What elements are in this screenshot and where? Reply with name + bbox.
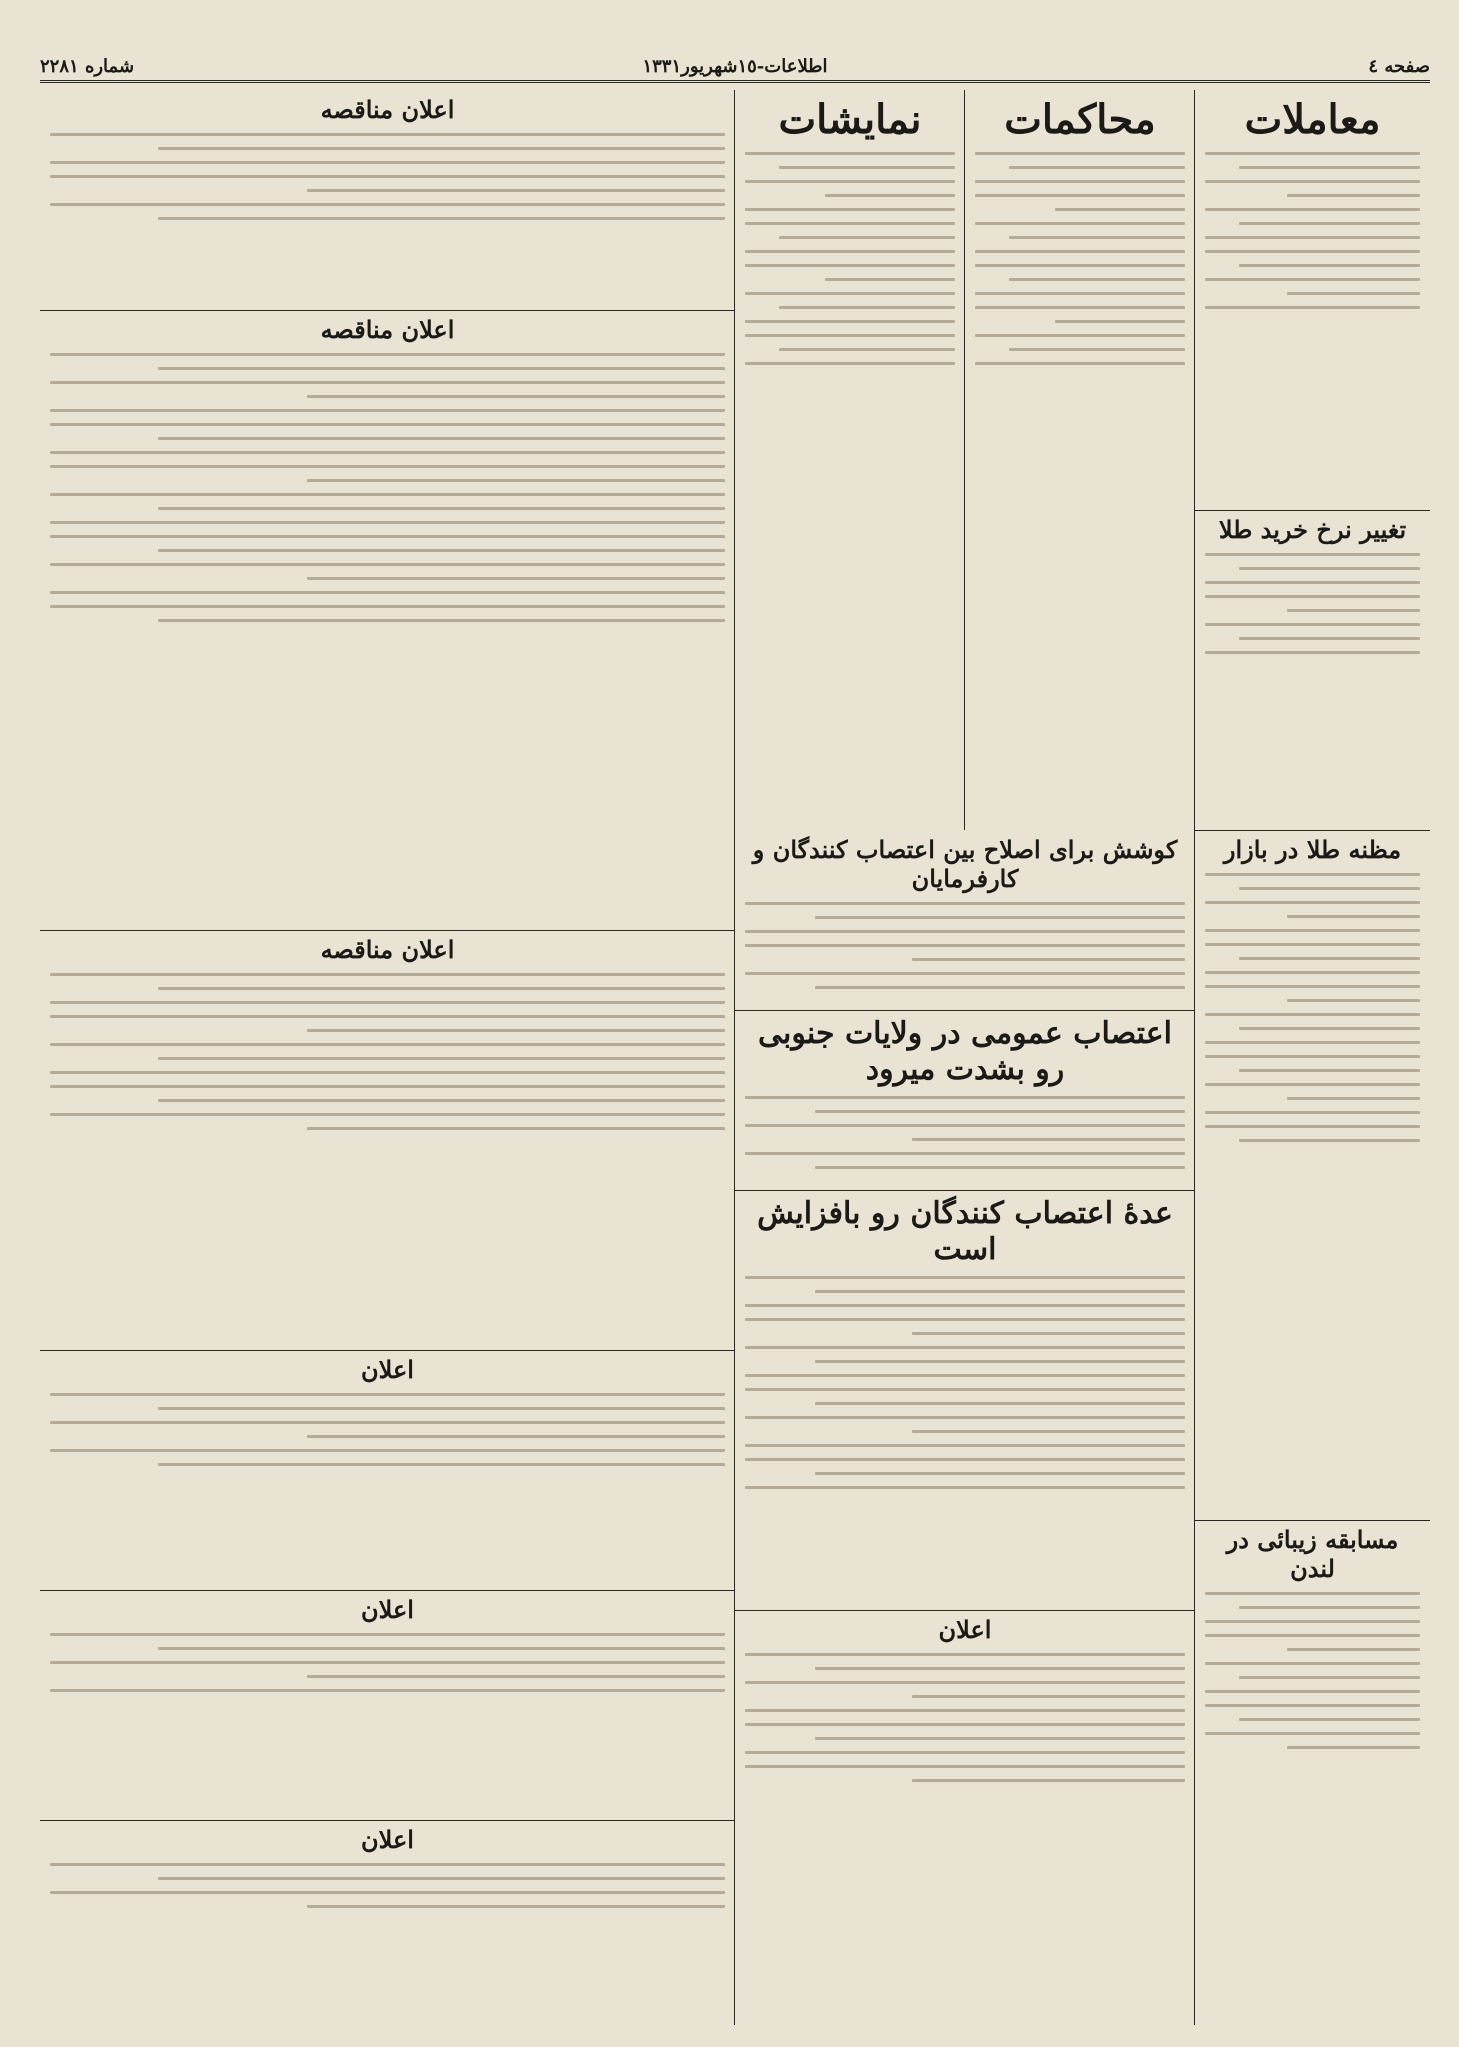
section-strike-1 <box>735 830 1195 1011</box>
section-headline: اعلان مناقصه <box>320 935 455 964</box>
column-1 <box>1194 90 1430 2025</box>
section-tender-3 <box>40 930 735 1351</box>
section-headline: اعلان مناقصه <box>320 95 455 124</box>
placeholder-lines <box>745 1276 1185 1489</box>
placeholder-lines <box>1205 553 1420 654</box>
issue-label: شماره ٢٢٨١ <box>40 56 135 77</box>
placeholder-lines <box>975 152 1185 365</box>
section-headline: اعلان <box>361 1355 414 1384</box>
section-trials <box>965 90 1195 830</box>
placeholder-lines <box>1205 1592 1420 1749</box>
section-headline: کوشش برای اصلاح بین اعتصاب کنندگان و کارفرمایان <box>752 835 1178 893</box>
column-2 <box>964 90 1195 830</box>
newspaper-page <box>40 50 1430 2025</box>
section-headline: مسابقه زیبائی در لندن <box>1226 1525 1399 1583</box>
placeholder-lines <box>745 152 955 365</box>
section-headline: محاکمات <box>1004 96 1156 143</box>
section-headline: تغییر نرخ خرید طلا <box>1218 515 1407 544</box>
section-notice-center <box>735 1610 1195 2025</box>
section-headline: عدهٔ اعتصاب کنندگان رو بافزایش است <box>757 1196 1173 1267</box>
section-tenders <box>1195 90 1430 511</box>
section-tender-1 <box>40 90 735 311</box>
placeholder-lines <box>745 902 1185 989</box>
masthead <box>40 50 1430 83</box>
section-notice-2 <box>40 1590 735 1821</box>
placeholder-lines <box>745 1653 1185 1782</box>
section-headline: اعلان مناقصه <box>320 315 455 344</box>
placeholder-lines <box>1205 873 1420 1142</box>
section-notice-3 <box>40 1820 735 2025</box>
placeholder-lines <box>50 1393 725 1466</box>
section-gold-market <box>1195 830 1430 1521</box>
paper-date: اطلاعات-١٥شهریور١٣٣١ <box>642 56 828 77</box>
placeholder-lines <box>50 353 725 622</box>
section-gold-prices <box>1195 510 1430 831</box>
section-headline: اعلان <box>361 1825 414 1854</box>
section-notice-1 <box>40 1350 735 1591</box>
section-headline: اعلان <box>361 1595 414 1624</box>
section-shows <box>735 90 965 830</box>
placeholder-lines <box>745 1096 1185 1169</box>
column-3 <box>734 90 965 830</box>
section-tender-2 <box>40 310 735 931</box>
placeholder-lines <box>50 1863 725 1908</box>
section-lottery <box>1195 1520 1430 2025</box>
placeholder-lines <box>50 973 725 1130</box>
placeholder-lines <box>50 133 725 220</box>
section-headline: اعتصاب عمومی در ولایات جنوبی رو بشدت میرود <box>758 1016 1172 1087</box>
section-strike-3 <box>735 1190 1195 1611</box>
page-label: صفحه ٤ <box>1368 56 1430 77</box>
column-4 <box>40 90 735 2025</box>
section-headline: معاملات <box>1244 96 1381 143</box>
section-headline: نمایشات <box>778 96 922 143</box>
placeholder-lines <box>50 1633 725 1692</box>
section-headline: اعلان <box>938 1615 992 1644</box>
center-bottom-block <box>734 830 1195 2025</box>
placeholder-lines <box>1205 152 1420 309</box>
section-headline: مظنه طلا در بازار <box>1223 835 1402 864</box>
section-strike-2 <box>735 1010 1195 1191</box>
